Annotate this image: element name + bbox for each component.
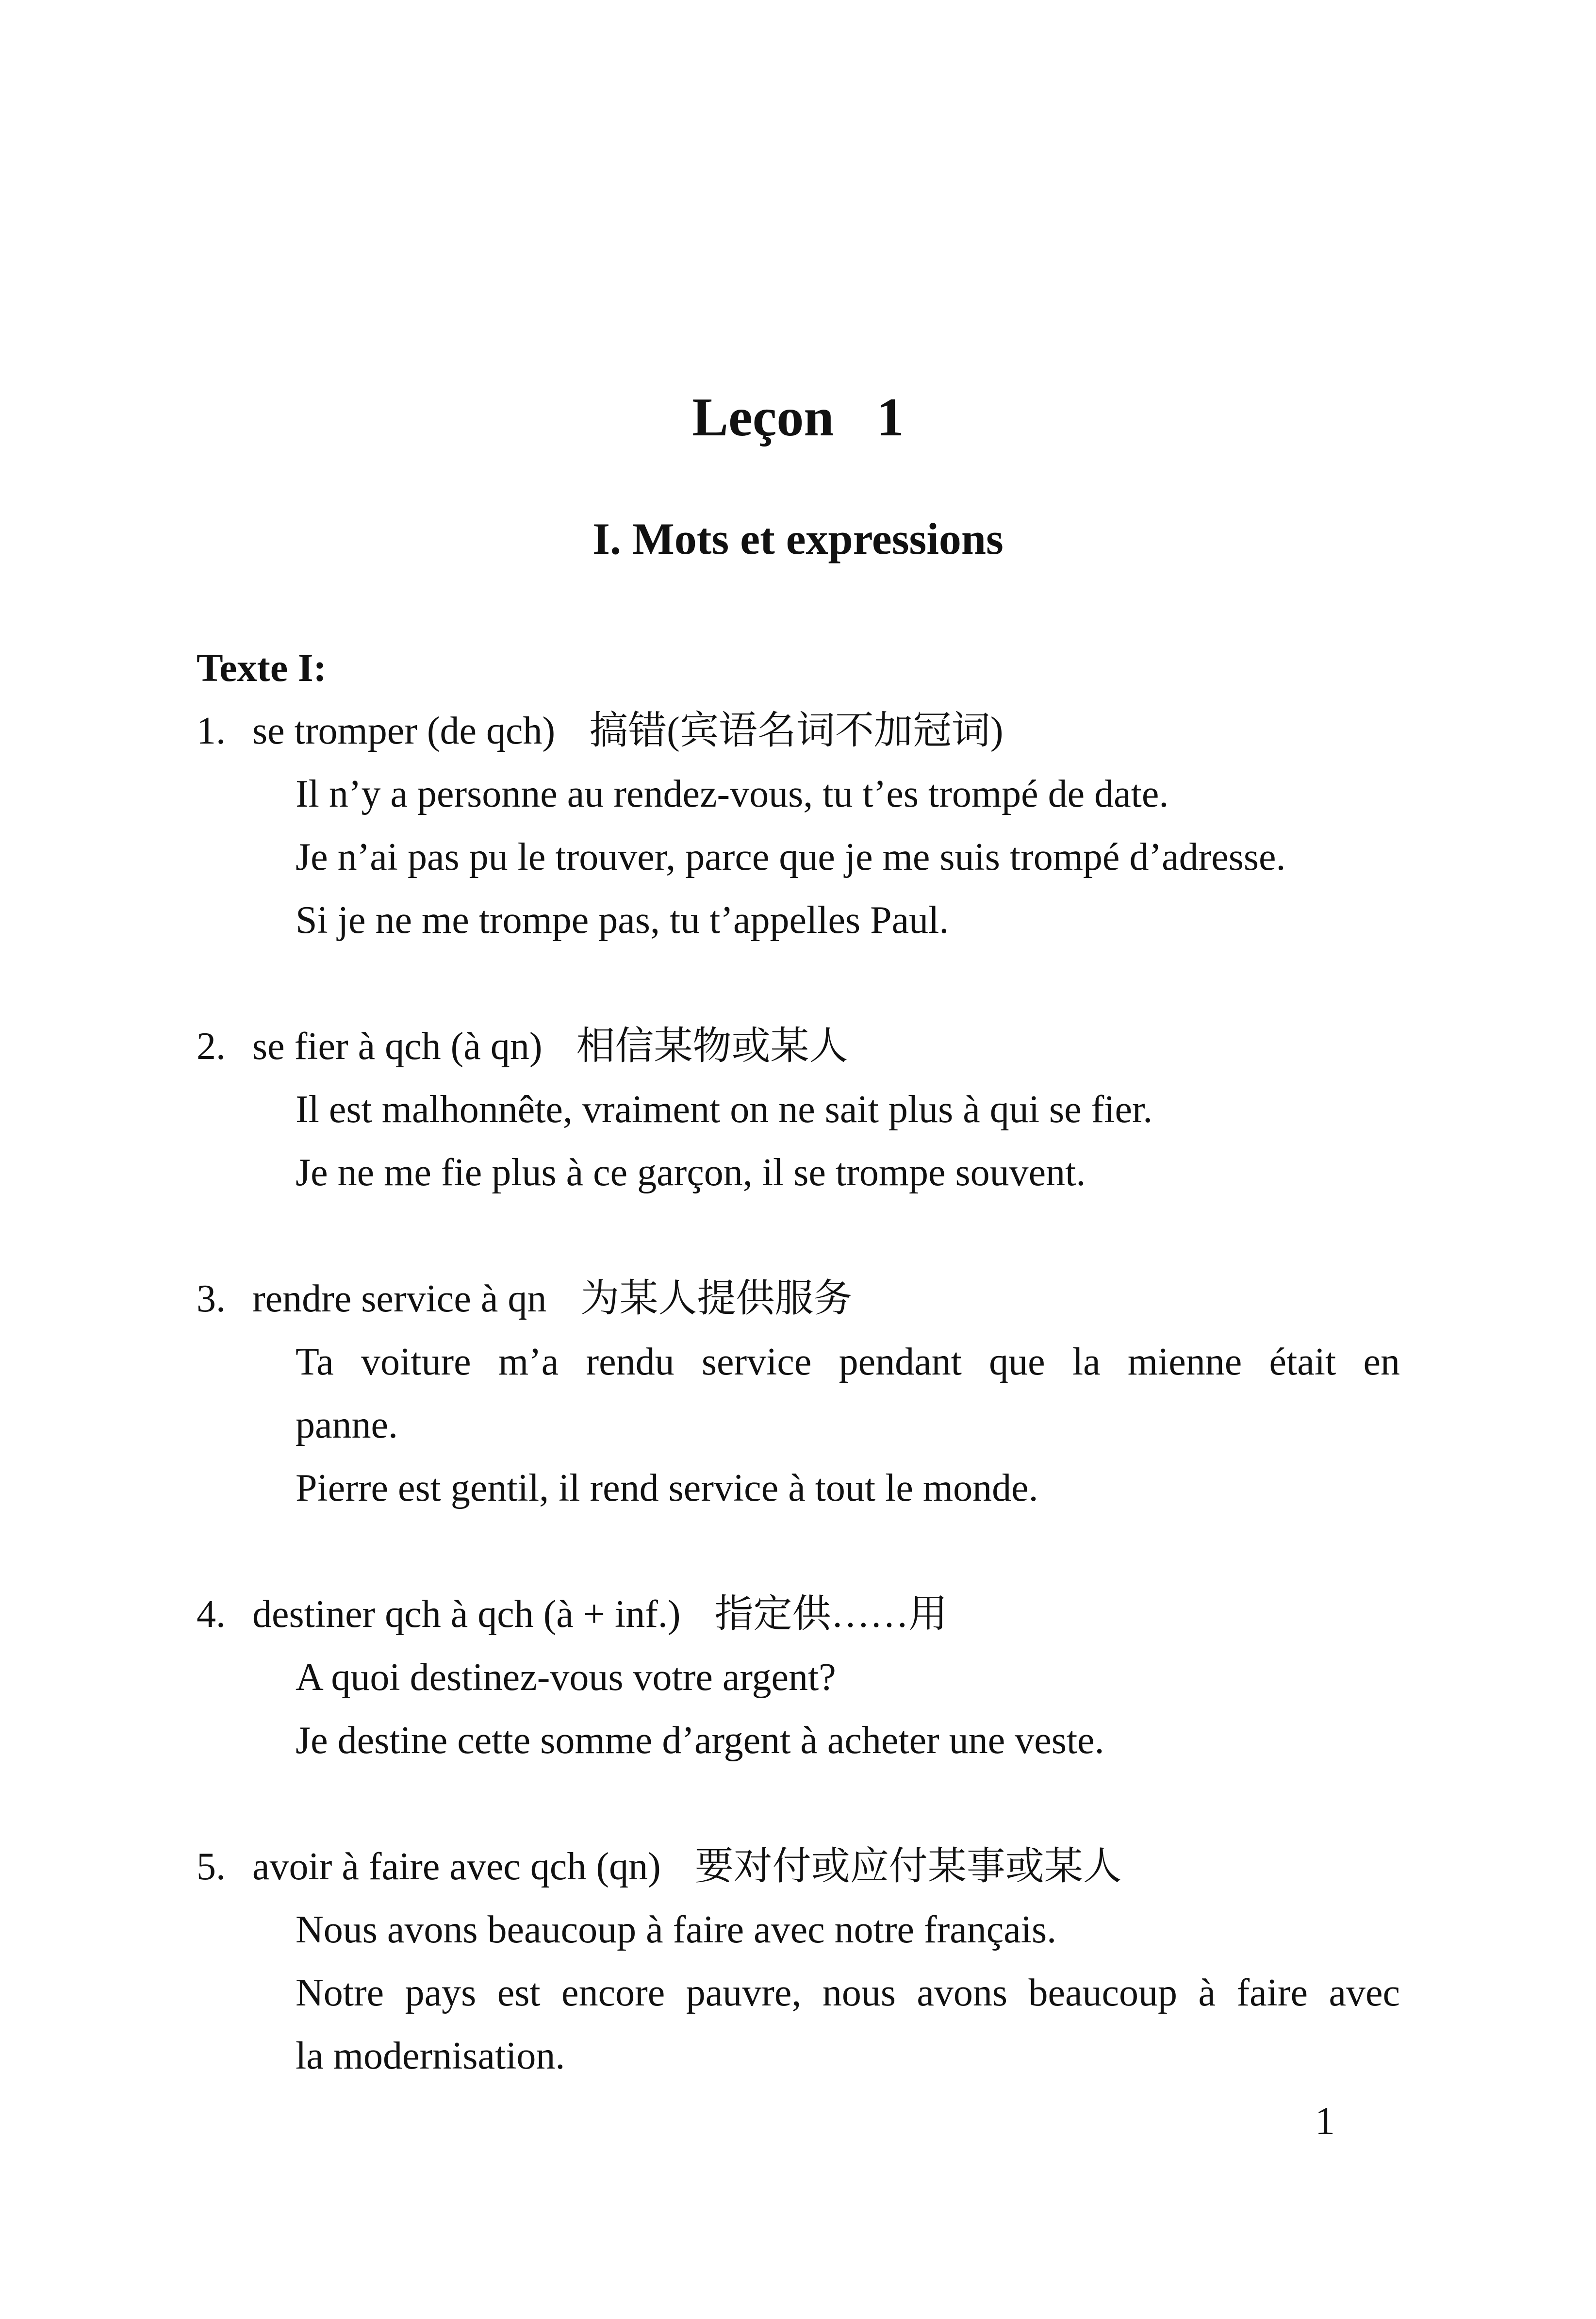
example-sentence: Il n’y a personne au rendez-vous, tu t’es trompé de date. bbox=[296, 773, 1169, 815]
section-heading: I. Mots et expressions bbox=[592, 514, 1004, 563]
example-sentence: Nous avons beaucoup à faire avec notre français. bbox=[296, 1908, 1057, 1951]
entry-expression: se fier à qch (à qn) bbox=[252, 1025, 543, 1068]
vocab-entry-3 bbox=[197, 1267, 1400, 1520]
vocab-entry-5 bbox=[197, 1835, 1400, 2087]
example-sentence-continued: la modernisation. bbox=[296, 2035, 565, 2077]
entry-head bbox=[197, 1015, 1400, 1078]
example-sentence: Je destine cette somme d’argent à acheter une veste. bbox=[296, 1719, 1104, 1762]
entry-head bbox=[197, 1267, 1400, 1330]
entry-meaning: 指定供……用 bbox=[714, 1593, 948, 1636]
example-sentence: Ta voiture m’a rendu service pendant que la mienne était en bbox=[296, 1341, 1400, 1383]
entry-head bbox=[197, 1835, 1400, 1898]
vocab-entry-4 bbox=[197, 1583, 1400, 1772]
subsection-heading: Texte I: bbox=[197, 646, 327, 690]
entry-meaning: 要对付或应付某事或某人 bbox=[694, 1845, 1122, 1888]
entry-expression: destiner qch à qch (à + inf.) bbox=[252, 1593, 681, 1636]
entry-meaning: 为某人提供服务 bbox=[580, 1277, 853, 1320]
entry-number: 2. bbox=[197, 1025, 226, 1068]
example-sentence: Je ne me fie plus à ce garçon, il se trompe souvent. bbox=[296, 1151, 1086, 1194]
entry-number: 5. bbox=[197, 1845, 226, 1888]
example-sentence: Pierre est gentil, il rend service à tout le monde. bbox=[296, 1467, 1038, 1509]
entry-number: 1. bbox=[197, 710, 226, 752]
entry-head bbox=[197, 1583, 1400, 1646]
page-number: 1 bbox=[1315, 2099, 1335, 2143]
entry-number: 3. bbox=[197, 1277, 226, 1320]
vocab-entry-1 bbox=[197, 699, 1400, 952]
entry-meaning: 相信某物或某人 bbox=[576, 1025, 848, 1068]
example-sentence: Notre pays est encore pauvre, nous avons beaucoup à faire avec bbox=[296, 1971, 1400, 2014]
example-sentence: Je n’ai pas pu le trouver, parce que je me suis trompé d’adresse. bbox=[296, 836, 1286, 878]
vocab-entry-2 bbox=[197, 1015, 1400, 1204]
example-sentence: Si je ne me trompe pas, tu t’appelles Paul. bbox=[296, 899, 949, 942]
entry-meaning: 搞错(宾语名词不加冠词) bbox=[589, 710, 1004, 752]
example-sentence: Il est malhonnête, vraiment on ne sait plus à qui se fier. bbox=[296, 1088, 1153, 1131]
vocabulary-list bbox=[197, 636, 1400, 2151]
entry-head bbox=[197, 699, 1400, 762]
entry-expression: avoir à faire avec qch (qn) bbox=[252, 1845, 661, 1888]
example-sentence: A quoi destinez-vous votre argent? bbox=[296, 1656, 836, 1699]
lesson-title: Leçon 1 bbox=[692, 387, 904, 447]
entry-expression: se tromper (de qch) bbox=[252, 710, 556, 752]
example-sentence-continued: panne. bbox=[296, 1404, 398, 1446]
entry-expression: rendre service à qn bbox=[252, 1277, 547, 1320]
entry-number: 4. bbox=[197, 1593, 226, 1636]
